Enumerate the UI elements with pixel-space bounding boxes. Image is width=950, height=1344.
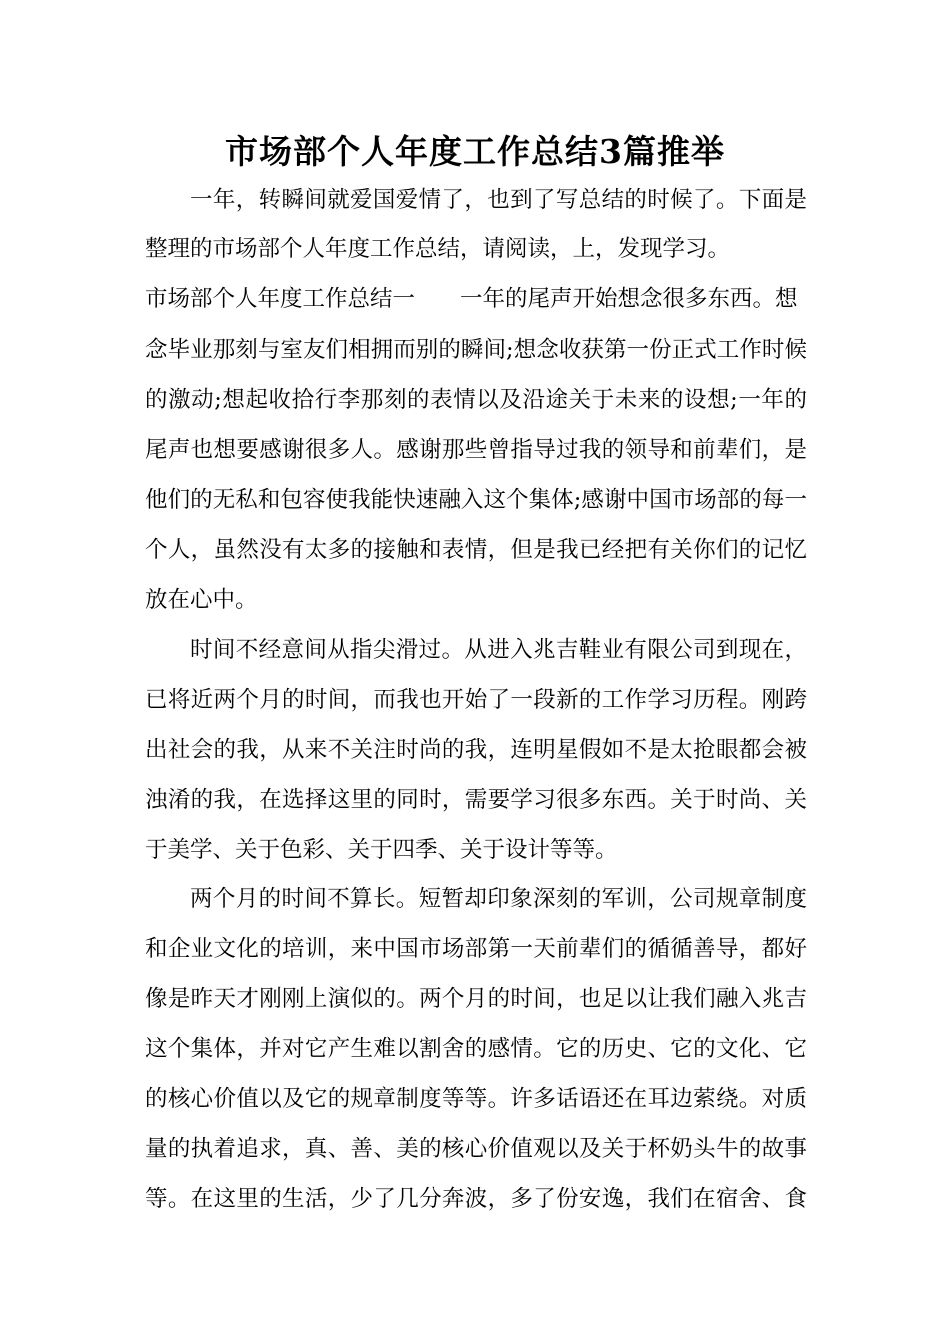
document-title: 市场部个人年度工作总结3篇推举 <box>225 132 725 171</box>
paragraph-line: 的激动;想起收拾行李那刻的表情以及沿途关于未来的设想;一年的 <box>145 387 807 413</box>
paragraph-line: 量的执着追求，真、善、美的核心价值观以及关于杯奶头牛的故事 <box>145 1136 807 1162</box>
paragraph-line: 个人，虽然没有太多的接触和表情，但是我已经把有关你们的记忆 <box>145 537 807 563</box>
paragraph-line: 整理的市场部个人年度工作总结，请阅读，上，发现学习。 <box>145 236 731 262</box>
paragraph-line: 浊淆的我，在选择这里的同时，需要学习很多东西。关于时尚、关 <box>145 787 807 813</box>
paragraph-line: 他们的无私和包容使我能快速融入这个集体;感谢中国市场部的每一 <box>145 487 807 513</box>
paragraph-line: 出社会的我，从来不关注时尚的我，连明星假如不是太抢眼都会被 <box>145 737 807 763</box>
paragraph-line: 于美学、关于色彩、关于四季、关于设计等等。 <box>145 837 618 863</box>
paragraph-line: 已将近两个月的时间，而我也开始了一段新的工作学习历程。刚跨 <box>145 687 807 713</box>
paragraph-start: 一年的尾声开始想念很多东西。想 <box>460 286 798 312</box>
paragraph-line: 一年，转瞬间就爱国爱情了，也到了写总结的时候了。下面是 <box>190 187 807 213</box>
paragraph-line: 时间不经意间从指尖滑过。从进入兆吉鞋业有限公司到现在， <box>190 637 807 663</box>
paragraph-line: 尾声也想要感谢很多人。感谢那些曾指导过我的领导和前辈们，是 <box>145 437 807 463</box>
paragraph-line: 念毕业那刻与室友们相拥而别的瞬间;想念收获第一份正式工作时候 <box>145 337 807 363</box>
section-heading-line <box>145 283 807 315</box>
paragraph-line: 等。在这里的生活，少了几分奔波，多了份安逸，我们在宿舍、食 <box>145 1186 807 1212</box>
paragraph-line: 像是昨天才刚刚上演似的。两个月的时间，也足以让我们融入兆吉 <box>145 986 807 1012</box>
paragraph-line: 两个月的时间不算长。短暂却印象深刻的军训，公司规章制度 <box>190 886 807 912</box>
paragraph-line: 的核心价值以及它的规章制度等等。许多话语还在耳边萦绕。对质 <box>145 1086 807 1112</box>
section-heading: 市场部个人年度工作总结一 <box>145 286 416 312</box>
paragraph-line: 和企业文化的培训，来中国市场部第一天前辈们的循循善导，都好 <box>145 936 807 962</box>
paragraph-line: 这个集体，并对它产生难以割舍的感情。它的历史、它的文化、它 <box>145 1036 807 1062</box>
paragraph-line: 放在心中。 <box>145 587 258 613</box>
